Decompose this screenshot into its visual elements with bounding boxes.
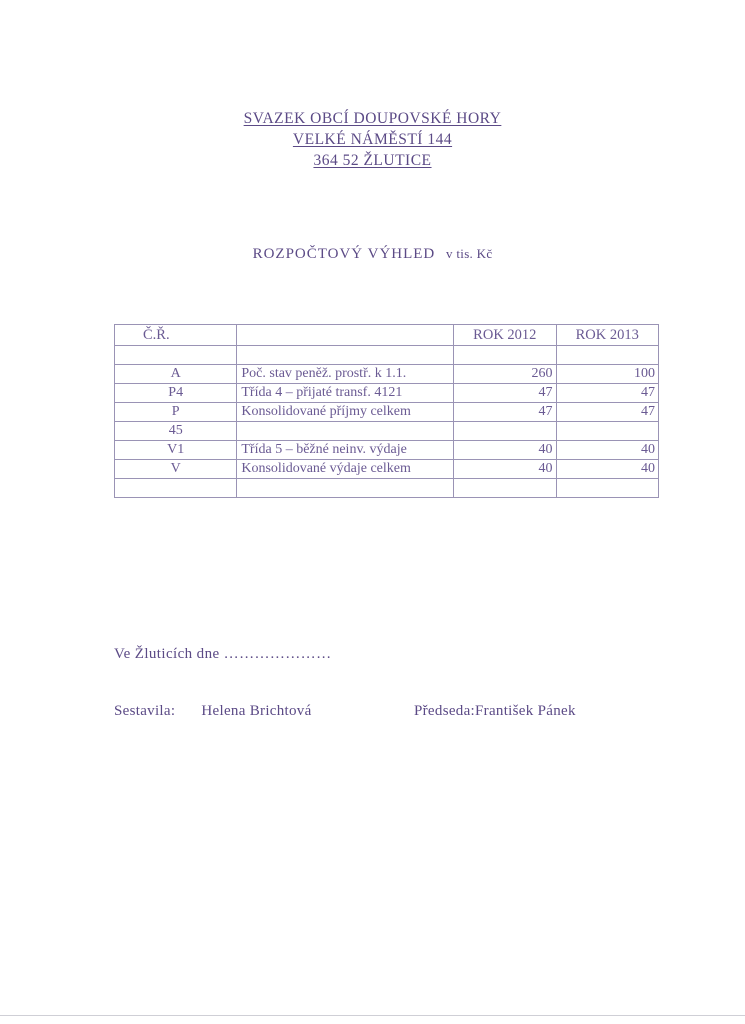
org-name: SVAZEK OBCÍ DOUPOVSKÉ HORY xyxy=(243,110,502,127)
organization-header xyxy=(0,108,745,171)
row-value-2012: 40 xyxy=(454,460,556,479)
header-code: Č.Ř. xyxy=(115,325,237,346)
org-street: VELKÉ NÁMĚSTÍ 144 xyxy=(292,131,453,148)
budget-table xyxy=(114,324,659,498)
row-label xyxy=(237,479,454,498)
row-label: Konsolidované výdaje celkem xyxy=(237,460,454,479)
row-value-2013: 100 xyxy=(556,365,658,384)
table-row xyxy=(115,365,659,384)
header-year-2013: ROK 2013 xyxy=(556,325,658,346)
row-code: V1 xyxy=(115,441,237,460)
header-year-2012: ROK 2012 xyxy=(454,325,556,346)
table-row xyxy=(115,441,659,460)
row-label: Třída 4 – přijaté transf. 4121 xyxy=(237,384,454,403)
table-header-row xyxy=(115,325,659,346)
table-row xyxy=(115,460,659,479)
chairman xyxy=(414,703,576,720)
row-code: V xyxy=(115,460,237,479)
table-row xyxy=(115,403,659,422)
row-value-2013 xyxy=(556,422,658,441)
row-label: Třída 5 – běžné neinv. výdaje xyxy=(237,441,454,460)
row-value-2013: 40 xyxy=(556,460,658,479)
row-code: 45 xyxy=(115,422,237,441)
place-and-date: Ve Žluticích dne ………………… xyxy=(114,646,332,662)
row-label: Poč. stav peněž. prostř. k 1.1. xyxy=(237,365,454,384)
compiled-by-name: Helena Brichtová xyxy=(201,703,312,719)
row-code: P xyxy=(115,403,237,422)
table-row xyxy=(115,384,659,403)
org-city: 364 52 ŽLUTICE xyxy=(313,152,432,169)
row-value-2012 xyxy=(454,422,556,441)
row-value-2013 xyxy=(556,479,658,498)
table-row xyxy=(115,346,659,365)
row-value-2013: 47 xyxy=(556,384,658,403)
row-value-2012 xyxy=(454,479,556,498)
row-label xyxy=(237,422,454,441)
compiled-by-label: Sestavila: xyxy=(114,703,176,719)
row-value-2012: 47 xyxy=(454,384,556,403)
title-unit: v tis. Kč xyxy=(446,246,493,261)
document-title xyxy=(0,246,745,263)
row-value-2012: 40 xyxy=(454,441,556,460)
title-main: ROZPOČTOVÝ VÝHLED xyxy=(252,246,436,262)
row-label: Konsolidované příjmy celkem xyxy=(237,403,454,422)
row-label xyxy=(237,346,454,365)
row-code: P4 xyxy=(115,384,237,403)
row-code: A xyxy=(115,365,237,384)
row-value-2013: 47 xyxy=(556,403,658,422)
compiled-by xyxy=(114,703,312,720)
row-code xyxy=(115,346,237,365)
table-row xyxy=(115,479,659,498)
row-value-2013: 40 xyxy=(556,441,658,460)
row-value-2012: 260 xyxy=(454,365,556,384)
row-value-2013 xyxy=(556,346,658,365)
row-value-2012: 47 xyxy=(454,403,556,422)
row-value-2012 xyxy=(454,346,556,365)
chairman-name: František Pánek xyxy=(475,703,576,719)
chairman-label: Předseda: xyxy=(414,703,476,719)
page-bottom-edge xyxy=(0,1015,745,1016)
header-label xyxy=(237,325,454,346)
table-row xyxy=(115,422,659,441)
row-code xyxy=(115,479,237,498)
